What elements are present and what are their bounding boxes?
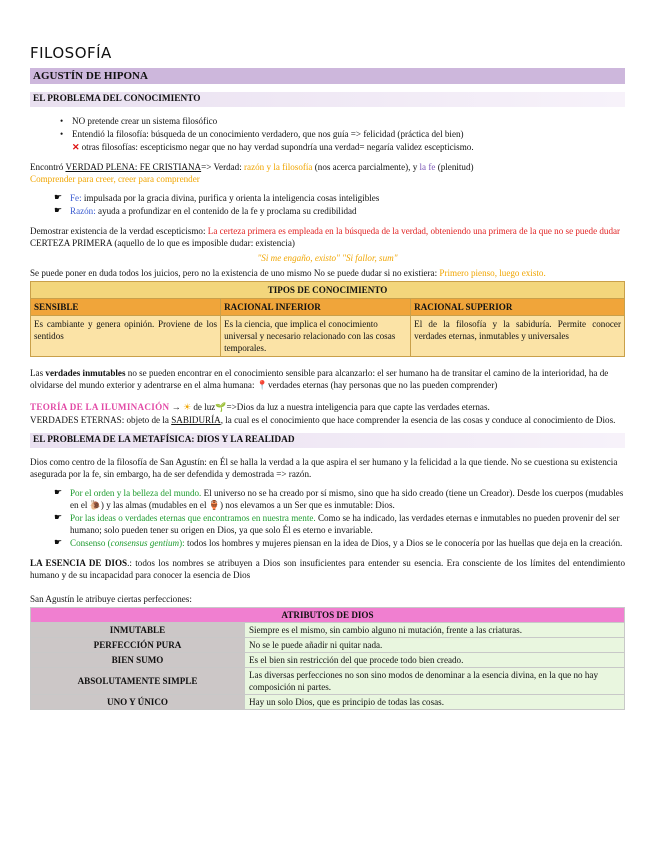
illumination-paragraph: TEORÍA DE LA ILUMINACIÓN → ☀ de luz🌱=>Dios da luz a nuestra inteligencia para que capte las verdades eternas. VERDADES ETERNAS: objeto de la SABIDURÍA, la cual es el conocimiento que hace comprender la esencia de las cosas y conduce al conocimiento de Dios. <box>30 402 616 426</box>
attributes-intro: San Agustín le atribuye ciertas perfecciones: <box>30 594 192 605</box>
list-item: ☛ Razón: ayuda a profundizar en el contenido de la fe y proclama su credibilidad <box>54 204 357 216</box>
list-item: ☛ Por las ideas o verdades eternas que encontramos en nuestra mente. Como se ha indicado, las verdades eternas e inmutables no pueden provenir del ser humano; solo pueden tener su origen en Dios, ya que solo Él es eterno e invariable. <box>54 512 620 536</box>
doubt-paragraph: Se puede poner en duda todos los juicios, pero no la existencia de uno mismo No se puede dudar si no existiera: Primero pienso, luego existo. <box>30 267 546 278</box>
god-intro: Dios como centro de la filosofía de San Agustín: en Él se halla la verdad a la que aspira el ser humano y la felicidad a la que tiende. No se cuestiona su existencia asegurada por la fe, sin embargo, ha de ser defendida y demostrada => razón. <box>30 456 618 479</box>
table-row <box>31 623 625 638</box>
hand-pointing-icon: ☛ <box>54 191 63 202</box>
column-header: SENSIBLE <box>31 298 221 315</box>
list-item: ☛ Consenso (consensus gentium): todos los hombres y mujeres piensan en la idea de Dios, y a Dios se le conocería por las huellas que deja en la creación. <box>54 537 623 549</box>
knowledge-table-title: TIPOS DE CONOCIMIENTO <box>31 281 625 298</box>
attribute-desc: Hay un solo Dios, que es principio de todas las cosas. <box>245 695 625 710</box>
list-item: • Entendió la filosofía: búsqueda de un conocimiento verdadero, que nos guía => felicidad (práctica del bien) <box>60 128 625 140</box>
snail-icon: 🐌 <box>89 499 101 510</box>
immutable-paragraph: Las verdades inmutables no se pueden encontrar en el conocimiento sensible para alcanzarlo: el ser humano ha de transitar el camino de la interioridad, ha de olvidarse del mundo exterior y adentrarse en el alma humana: 📍verdades eternas (hay personas que no las pueden comprender) <box>30 367 609 390</box>
intro-bullets <box>30 115 625 153</box>
hand-pointing-icon: ☛ <box>54 537 63 548</box>
table-row <box>31 695 625 710</box>
knowledge-table <box>30 281 625 357</box>
column-header: RACIONAL SUPERIOR <box>411 298 625 315</box>
hand-pointing-icon: ☛ <box>54 486 63 497</box>
list-item: ☛ Fe: impulsada por la gracia divina, purifica y orienta la inteligencia cosas inteligibles <box>54 191 380 203</box>
table-row <box>31 668 625 695</box>
red-x-icon: ✕ <box>72 141 80 152</box>
attribute-desc: Siempre es el mismo, sin cambio alguno ni mutación, frente a las criaturas. <box>245 623 625 638</box>
list-item: • NO pretende crear un sistema filosófico <box>60 115 625 127</box>
pot-icon: 🏺 <box>208 499 220 510</box>
pin-icon: 📍 <box>256 379 268 390</box>
attribute-name: PERFECCIÓN PURA <box>31 638 245 653</box>
sun-icon: ☀ <box>182 402 192 413</box>
skepticism-paragraph: Demostrar existencia de la verdad escepticismo: La certeza primera es empleada en la búsqueda de la verdad, obteniendo una primera de la que no se puede dudar CERTEZA PRIMERA (aquello de lo que es imposible dudar: existencia) <box>30 225 621 248</box>
sprout-icon: 🌱 <box>215 402 227 413</box>
attribute-name: BIEN SUMO <box>31 653 245 668</box>
column-header: RACIONAL INFERIOR <box>221 298 411 315</box>
section2-heading: EL PROBLEMA DE LA METAFÍSICA: DIOS Y LA REALIDAD <box>30 433 625 447</box>
attribute-desc: No se le puede añadir ni quitar nada. <box>245 638 625 653</box>
hand-pointing-icon: ☛ <box>54 204 63 215</box>
attribute-name: UNO Y ÚNICO <box>31 695 245 710</box>
table-cell: El de la filosofía y la sabiduría. Permite conocer verdades eternas, inmutables y universales <box>411 315 625 356</box>
author-heading: AGUSTÍN DE HIPONA <box>30 68 625 85</box>
table-cell: Es la ciencia, que implica el conocimiento universal y necesario relacionado con las cosas temporales. <box>221 315 411 356</box>
attributes-table-title: ATRIBUTOS DE DIOS <box>31 608 625 623</box>
attributes-table <box>30 607 625 710</box>
attribute-name: ABSOLUTAMENTE SIMPLE <box>31 668 245 695</box>
essence-paragraph: LA ESENCIA DE DIOS.: todos los nombres se atribuyen a Dios son insuficientes para entender su esencia. Era consciente de los límites del entendimiento humano y de su incapacidad para conocer la esencia de Dios <box>30 558 626 581</box>
table-row <box>31 653 625 668</box>
section1-heading: EL PROBLEMA DEL CONOCIMIENTO <box>30 92 625 106</box>
attribute-desc: Es el bien sin restricción del que procede todo bien creado. <box>245 653 625 668</box>
found-paragraph: Encontró VERDAD PLENA: FE CRISTIANA=> Verdad: razón y la filosofía (nos acerca parcialmente), y la fe (plenitud) Comprender para creer, creer para comprender <box>30 161 474 184</box>
document-page <box>30 0 625 710</box>
table-row <box>31 638 625 653</box>
hand-pointing-icon: ☛ <box>54 512 63 523</box>
motto: Comprender para creer, creer para comprender <box>30 173 200 184</box>
attribute-desc: Las diversas perfecciones no son sino modos de denominar a la esencia divina, en la que no hay composición ni partes. <box>245 668 625 695</box>
latin-quote: "Si me engaño, existo" "Si fallor, sum" <box>257 252 398 263</box>
table-cell: Es cambiante y genera opinión. Proviene de los sentidos <box>31 315 221 356</box>
faith-reason-list <box>30 192 625 217</box>
list-item: ☛ Por el orden y la belleza del mundo. El universo no se ha creado por sí mismo, sino que ha sido creado (tiene un Creador). Desde los cuerpos (mudables en el 🐌) y las almas (mudables en el 🏺) nos elevamos a un Ser que es inmutable: Dios. <box>54 486 624 510</box>
list-item: ✕ otras filosofías: escepticismo negar que no hay verdad supondría una verdad= negaría validez escepticismo. <box>72 141 474 152</box>
attribute-name: INMUTABLE <box>31 623 245 638</box>
page-title: FILOSOFÍA <box>30 44 112 62</box>
proofs-list <box>30 487 625 550</box>
